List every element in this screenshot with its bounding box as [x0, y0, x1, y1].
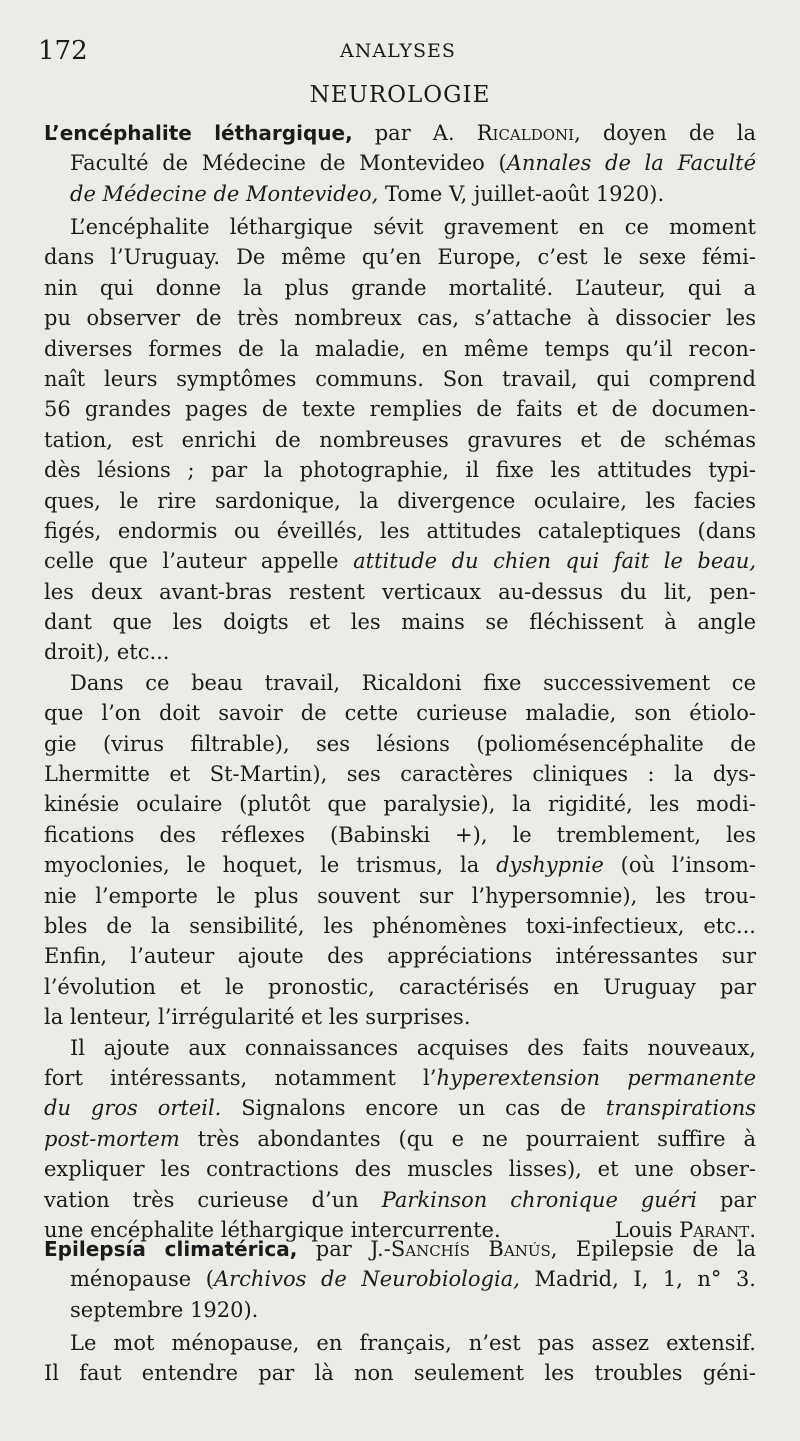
text-line: dans l’Uruguay. De même qu’en Europe, c’est le sexe fémi-: [44, 245, 756, 270]
text-line: nie l’emporte le plus souvent sur l’hypersomnie), les trou-: [44, 883, 756, 908]
text-line: dant que les doigts et les mains se fléchissent à angle: [44, 610, 756, 635]
italic-term: du gros orteil.: [44, 1096, 222, 1121]
text-line: kinésie oculaire (plutôt que paralysie), la rigidité, les modi-: [44, 792, 756, 817]
text-span: (où l’insom-: [603, 853, 756, 878]
italic-term: hyperextension permanente: [436, 1065, 756, 1090]
title-text: Tome V, juillet-août 1920).: [378, 181, 665, 206]
text-line: pu observer de très nombreux cas, s’attache à dissocier les: [44, 306, 756, 331]
signature-first: Louis: [614, 1217, 680, 1242]
italic-term: dyshypnie: [496, 853, 604, 878]
text-line: L’encéphalite léthargique sévit gravement en ce moment: [70, 215, 756, 239]
author-name: Sanchís Banús: [390, 1237, 551, 1261]
title-line-2: [44, 1264, 756, 1294]
text-line: fications des réflexes (Babinski +), le tremblement, les: [44, 822, 756, 847]
text-line: ques, le rire sardonique, la divergence oculaire, les facies: [44, 488, 756, 513]
running-head: ANALYSES: [340, 40, 456, 62]
text-line: [44, 1185, 756, 1215]
text-line: Il ajoute aux connaissances acquises des faits nouveaux,: [70, 1035, 756, 1060]
title-text: ménopause (: [70, 1267, 214, 1292]
text-line: dès lésions ; par la photographie, il fixe les attitudes typi-: [44, 458, 756, 483]
text-line: Enfin, l’auteur ajoute des appréciations intéressantes sur: [44, 944, 756, 969]
text-span: myoclonies, le hoquet, le trismus, la: [44, 853, 497, 878]
text-line: gie (virus filtrable), ses lésions (poliomésencéphalite de: [44, 731, 756, 756]
text-span: celle que l’auteur appelle: [44, 549, 354, 574]
text-line: 56 grandes pages de texte remplies de faits et de documen-: [44, 397, 756, 422]
text-line: les deux avant-bras restent verticaux au-dessus du lit, pen-: [44, 579, 756, 604]
text-line: figés, endormis ou éveillés, les attitudes cataleptiques (dans: [44, 518, 756, 543]
title-text: par A.: [352, 121, 477, 145]
text-span: une encéphalite léthargique intercurrente.: [44, 1217, 501, 1242]
text-line: tation, est enrichi de nombreuses gravures et de schémas: [44, 427, 756, 452]
title-text: Faculté de Médecine de Montevideo (: [70, 151, 507, 176]
text-line: naît leurs symptômes communs. Son travail, qui comprend: [44, 366, 756, 391]
text-line: la lenteur, l’irrégularité et les surprises.: [44, 1005, 471, 1030]
article1-title: [44, 118, 756, 209]
text-line: expliquer les contractions des muscles lisses), et une obser-: [44, 1157, 756, 1182]
text-span: très abondantes (qu e ne pourraient suffire à: [179, 1126, 756, 1151]
text-line: [44, 546, 756, 576]
text-line: [44, 1124, 756, 1154]
italic-term: Parkinson chronique guéri: [381, 1187, 698, 1212]
title-text: Madrid, I, 1, n° 3.: [519, 1267, 756, 1292]
title-text: , doyen de la: [574, 121, 756, 145]
text-line: l’évolution et le pronostic, caractérisés en Uruguay par: [44, 974, 756, 999]
text-line: Dans ce beau travail, Ricaldoni fixe successivement ce: [70, 670, 756, 695]
text-line: nin qui donne la plus grande mortalité. L’auteur, qui a: [44, 275, 756, 300]
article2-body: [44, 1328, 756, 1389]
text-line: diverses formes de la maladie, en même temps qu’il recon-: [44, 336, 756, 361]
italic-term: post-mortem: [44, 1126, 180, 1151]
title-line-3: septembre 1920).: [70, 1297, 259, 1322]
text-line: Le mot ménopause, en français, n’est pas assez extensif.: [70, 1331, 756, 1355]
article1-title-bold: L’encéphalite léthargique,: [44, 121, 353, 145]
title-text: , Epilepsie de la: [550, 1237, 756, 1261]
italic-phrase: attitude du chien qui fait le beau,: [353, 549, 756, 574]
text-line: droit), etc...: [44, 640, 170, 665]
text-line: bles de la sensibilité, les phénomènes toxi-infectieux, etc...: [44, 913, 756, 938]
signature-last: Parant.: [679, 1217, 756, 1242]
author-name: Ricaldoni: [476, 121, 575, 145]
title-line-3: [44, 179, 756, 209]
text-span: par: [697, 1187, 756, 1212]
italic-term: transpirations: [605, 1096, 756, 1121]
text-line: que l’on doit savoir de cette curieuse maladie, son étiolo-: [44, 701, 756, 726]
text-line: [44, 1093, 756, 1123]
article2-title-bold: Epilepsía climatérica,: [44, 1237, 298, 1261]
journal-name: Annales de la Faculté: [506, 151, 756, 176]
page-number: 172: [38, 36, 88, 66]
section-heading: NEUROLOGIE: [309, 82, 491, 108]
text-line: [44, 1063, 756, 1093]
text-line: [44, 850, 756, 880]
title-line-1: [44, 1234, 756, 1264]
journal-name: Archivos de Neurobiologia,: [213, 1267, 520, 1292]
title-line-2: [44, 148, 756, 178]
text-line: Lhermitte et St-Martin), ses caractères cliniques : la dys-: [44, 762, 756, 787]
title-text: par J.-: [297, 1237, 391, 1261]
article1-body: [44, 212, 756, 1245]
title-line-1: [44, 118, 756, 148]
page-header: [38, 36, 758, 66]
text-span: fort intéressants, notamment l’: [44, 1065, 437, 1090]
journal-name: de Médecine de Montevideo,: [70, 181, 379, 206]
article2-title: [44, 1234, 756, 1325]
text-span: Signalons encore un cas de: [221, 1096, 606, 1121]
text-line: Il faut entendre par là non seulement les troubles géni-: [44, 1361, 756, 1386]
text-span: vation très curieuse d’un: [44, 1187, 382, 1212]
